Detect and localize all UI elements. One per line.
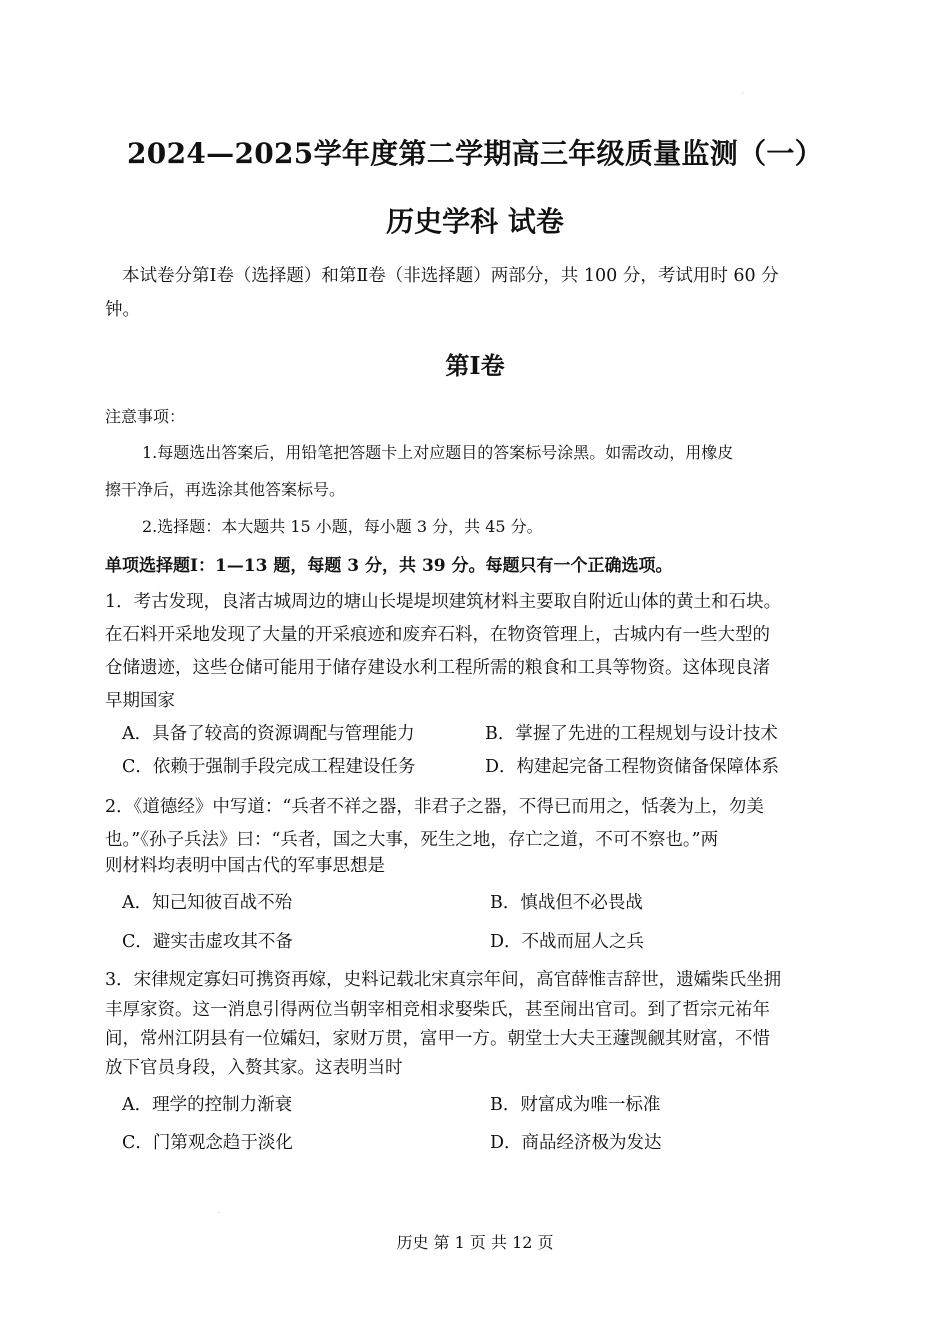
question-1-option-d: D．构建起完备工程物资储备保障体系	[485, 757, 780, 777]
question-3-option-d: D．商品经济极为发达	[490, 1133, 662, 1153]
question-2-line-2: 也。”《孙子兵法》曰：“兵者，国之大事，死生之地，存亡之道，不可不察也。”两	[105, 830, 719, 850]
volume-heading: 第Ⅰ卷	[445, 351, 505, 380]
question-3-line-3: 间，常州江阴县有一位孀妇，家财万贯，富甲一方。朝堂士大夫王蘧觊觎其财富，不惜	[105, 1029, 770, 1049]
question-2-option-c: C．避实击虚攻其不备	[122, 932, 293, 952]
question-1-option-b: B．掌握了先进的工程规划与设计技术	[485, 724, 778, 744]
question-2-option-b: B．慎战但不必畏战	[490, 893, 643, 913]
intro-line-1: 本试卷分第Ⅰ卷（选择题）和第Ⅱ卷（非选择题）两部分，共 100 分，考试用时 60 分	[122, 266, 779, 286]
scan-speck: ·	[742, 90, 744, 97]
question-3-line-2: 丰厚家资。这一消息引得两位当朝宰相竞相求娶柴氏，甚至闹出官司。到了哲宗元祐年	[105, 1000, 770, 1020]
question-3-option-b: B．财富成为唯一标准	[490, 1095, 661, 1115]
intro-line-2: 钟。	[105, 300, 140, 320]
page-title: 2024—2025学年度第二学期高三年级质量监测（一）	[127, 137, 823, 170]
question-1-line-1: 1．考古发现，良渚古城周边的塘山长堤堤坝建筑材料主要取自附近山体的黄土和石块。	[105, 592, 782, 612]
notice-heading: 注意事项：	[105, 407, 186, 426]
question-2-option-d: D．不战而屈人之兵	[490, 932, 645, 952]
notice-item-1-line-1: 1.每题选出答案后，用铅笔把答题卡上对应题目的答案标号涂黑。如需改动，用橡皮	[142, 443, 734, 462]
scan-speck-2: ·	[218, 1210, 220, 1217]
notice-item-1-line-2: 擦干净后，再选涂其他答案标号。	[105, 480, 346, 499]
section-heading: 单项选择题Ⅰ：1—13 题，每题 3 分，共 39 分。每题只有一个正确选项。	[105, 556, 673, 576]
question-1-line-3: 仓储遗迹，这些仓储可能用于储存建设水利工程所需的粮食和工具等物资。这体现良渚	[105, 658, 770, 678]
question-1-line-2: 在石料开采地发现了大量的开采痕迹和废弃石料，在物资管理上，古城内有一些大型的	[105, 625, 770, 645]
question-3-line-1: 3．宋律规定寡妇可携资再嫁，史料记载北宋真宗年间，高官薛惟吉辞世，遗孀柴氏坐拥	[105, 970, 782, 990]
question-3-line-4: 放下官员身段，入赘其家。这表明当时	[105, 1058, 403, 1078]
question-1-line-4: 早期国家	[105, 691, 175, 711]
question-2-line-3: 则材料均表明中国古代的军事思想是	[105, 856, 385, 876]
page-footer: 历史 第 1 页 共 12 页	[396, 1233, 554, 1252]
question-3-option-a: A．理学的控制力渐衰	[122, 1095, 293, 1115]
question-2-option-a: A．知己知彼百战不殆	[122, 893, 293, 913]
notice-item-2: 2.选择题：本大题共 15 小题，每小题 3 分，共 45 分。	[142, 517, 543, 536]
question-3-option-c: C．门第观念趋于淡化	[122, 1133, 293, 1153]
question-1-option-c: C．依赖于强制手段完成工程建设任务	[122, 757, 416, 777]
question-2-line-1: 2．《道德经》中写道：“兵者不祥之器，非君子之器，不得已而用之，恬袭为上，勿美	[105, 797, 764, 817]
page-subtitle: 历史学科 试卷	[386, 205, 564, 238]
question-1-option-a: A．具备了较高的资源调配与管理能力	[122, 724, 415, 744]
